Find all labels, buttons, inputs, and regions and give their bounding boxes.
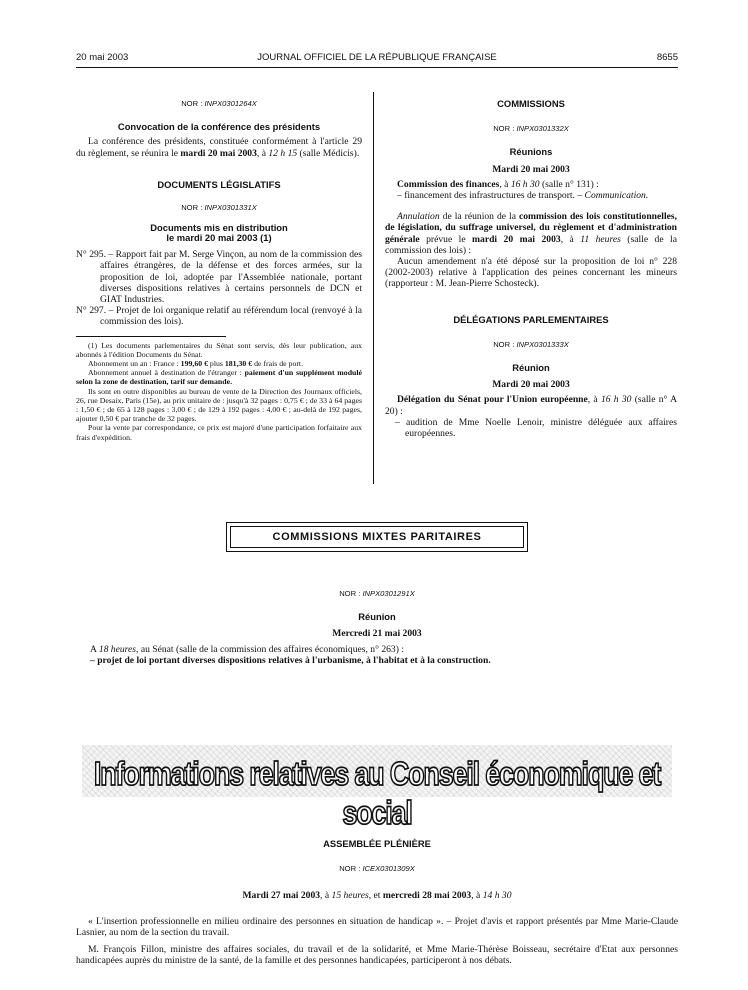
ces-section xyxy=(76,838,678,966)
page-header xyxy=(76,52,678,66)
nor-line: NOR : INPX0301331X xyxy=(181,203,257,213)
header-date: 20 mai 2003 xyxy=(76,52,129,63)
header-rule xyxy=(76,67,678,68)
right-column xyxy=(385,98,677,439)
left-column xyxy=(76,98,362,442)
documents-subtitle: Documents mis en distribution le mardi 20 mai 2003 (1) xyxy=(150,222,288,244)
section-title-commissions: COMMISSIONS xyxy=(497,98,565,109)
reunions-heading: Réunions xyxy=(509,146,553,158)
agenda-item: – financement des infrastructures de transport. – Communication. xyxy=(397,190,649,202)
annulation-paragraph: Annulation de la réunion de la commission des lois constitutionnelles, de législation, du suffrage universel, du règlement et d'administration générale prévue le mardi 20 mai 2003, à 11 heures (salle de la commission des lois) : xyxy=(385,211,677,256)
cmp-section xyxy=(76,588,678,666)
header-page-number: 8655 xyxy=(656,52,678,63)
column-divider xyxy=(373,92,374,484)
agenda-paragraph: « L'insertion professionnelle en milieu ordinaire des personnes en situation de handicap ». – Projet d'avis et rapport présentés par Mme Marie-Claude Lasnier, au nom de la section du travail. xyxy=(76,915,678,938)
nor-line: NOR : ICEX0301309X xyxy=(339,864,415,874)
meeting-date: Mercredi 21 mai 2003 xyxy=(332,628,422,640)
reunion-heading: Réunion xyxy=(512,362,550,374)
section-title-assemblee: ASSEMBLÉE PLÉNIÈRE xyxy=(323,838,431,849)
ces-banner-title: Informations relatives au Conseil économique et social xyxy=(93,755,661,832)
delegation-paragraph: Délégation du Sénat pour l'Union européenne, à 16 h 30 (salle n° A 20) : xyxy=(385,394,678,417)
nor-line: NOR : INPX0301291X xyxy=(339,589,415,598)
document-item: N° 295. – Rapport fait par M. Serge Vinçon, au nom de la commission des affaires étrangères, de la défense et des forces armées, sur la proposition de loi, adoptée par l'Assemblée nationale, portant diverses dispositions relatives à certains personnels de DCN et GIAT Industries. xyxy=(76,249,362,306)
document-item: N° 297. – Projet de loi organique relatif au référendum local (renvoyé à la commission des lois). xyxy=(76,305,362,328)
amendment-paragraph: Aucun amendement n'a été déposé sur la proposition de loi n° 228 (2002-2003) relative à l'application des peines concernant les mineurs (rapporteur : M. Jean-Pierre Schosteck). xyxy=(385,256,677,290)
conference-paragraph: La conférence des présidents, constituée conformément à l'article 29 du règlement, se réunira le mardi 20 mai 2003, à 12 h 15 (salle Médicis). xyxy=(76,136,362,159)
section-title-delegations: DÉLÉGATIONS PARLEMENTAIRES xyxy=(453,313,609,325)
participants-paragraph: M. François Fillon, ministre des affaires sociales, du travail et de la solidarité, et Mme Marie-Thérèse Boisseau, secrétaire d'Etat aux personnes handicapées auprès du ministre de la santé, de la famille et des personnes handicapées, participeront à nos débats. xyxy=(76,944,678,967)
footnote-rule xyxy=(76,336,226,337)
section-title-documents: DOCUMENTS LÉGISLATIFS xyxy=(157,178,281,190)
meeting-date: Mardi 20 mai 2003 xyxy=(492,163,570,175)
meeting-date: Mardi 20 mai 2003 xyxy=(492,379,570,391)
commission-finances: Commission des finances, à 16 h 30 (salle n° 131) : xyxy=(397,178,599,190)
agenda-item: – audition de Mme Noelle Lenoir, ministre déléguée aux affaires européennes. xyxy=(395,416,677,440)
nor-line: NOR : INPX0301264X xyxy=(181,99,257,108)
meeting-location: A 18 heures, au Sénat (salle de la commission des affaires économiques, n° 263) : xyxy=(90,643,404,655)
session-dates: Mardi 27 mai 2003, à 15 heures, et mercredi 28 mai 2003, à 14 h 30 xyxy=(242,890,512,902)
reunion-heading: Réunion xyxy=(358,611,396,623)
nor-line: NOR : INPX0301333X xyxy=(493,339,569,349)
ces-banner xyxy=(82,745,672,832)
footnote: (1) Les documents parlementaires du Sénat sont servis, dès leur publication, aux abonnés à l'édition Documents du Sénat. Abonnement un an : France : 199,60 € plus 181,30 € de frais de port. Abonnement annuel à destination de l'étranger : paiement d'un supplément modulé selon la zone de destination, tarif sur demande. Ils sont en outre disponibles au bureau de vente de la Direction des Journaux officiels, 26, rue Desaix, Paris (15e), au prix unitaire de : jusqu'à 32 pages : 0,75 € ; de 33 à 64 pages : 1,50 € ; de 65 à 128 pages : 3,00 € ; de 129 à 192 pages : 4,00 € ; au-delà de 192 pages, ajouter 0,50 € par tranche de 32 pages. Pour la vente par correspondance, ce prix est majoré d'une participation forfaitaire aux frais d'expédition. xyxy=(76,340,363,442)
nor-line: NOR : INPX0301332X xyxy=(493,124,569,134)
section-title-conference: Convocation de la conférence des présidents xyxy=(117,121,321,133)
section-box-cmp: COMMISSIONS MIXTES PARITAIRES xyxy=(230,526,524,548)
header-journal-title: JOURNAL OFFICIEL DE LA RÉPUBLIQUE FRANÇAISE xyxy=(257,52,497,63)
agenda-item: – projet de loi portant diverses dispositions relatives à l'urbanisme, à l'habitat et à la construction. xyxy=(90,654,491,666)
